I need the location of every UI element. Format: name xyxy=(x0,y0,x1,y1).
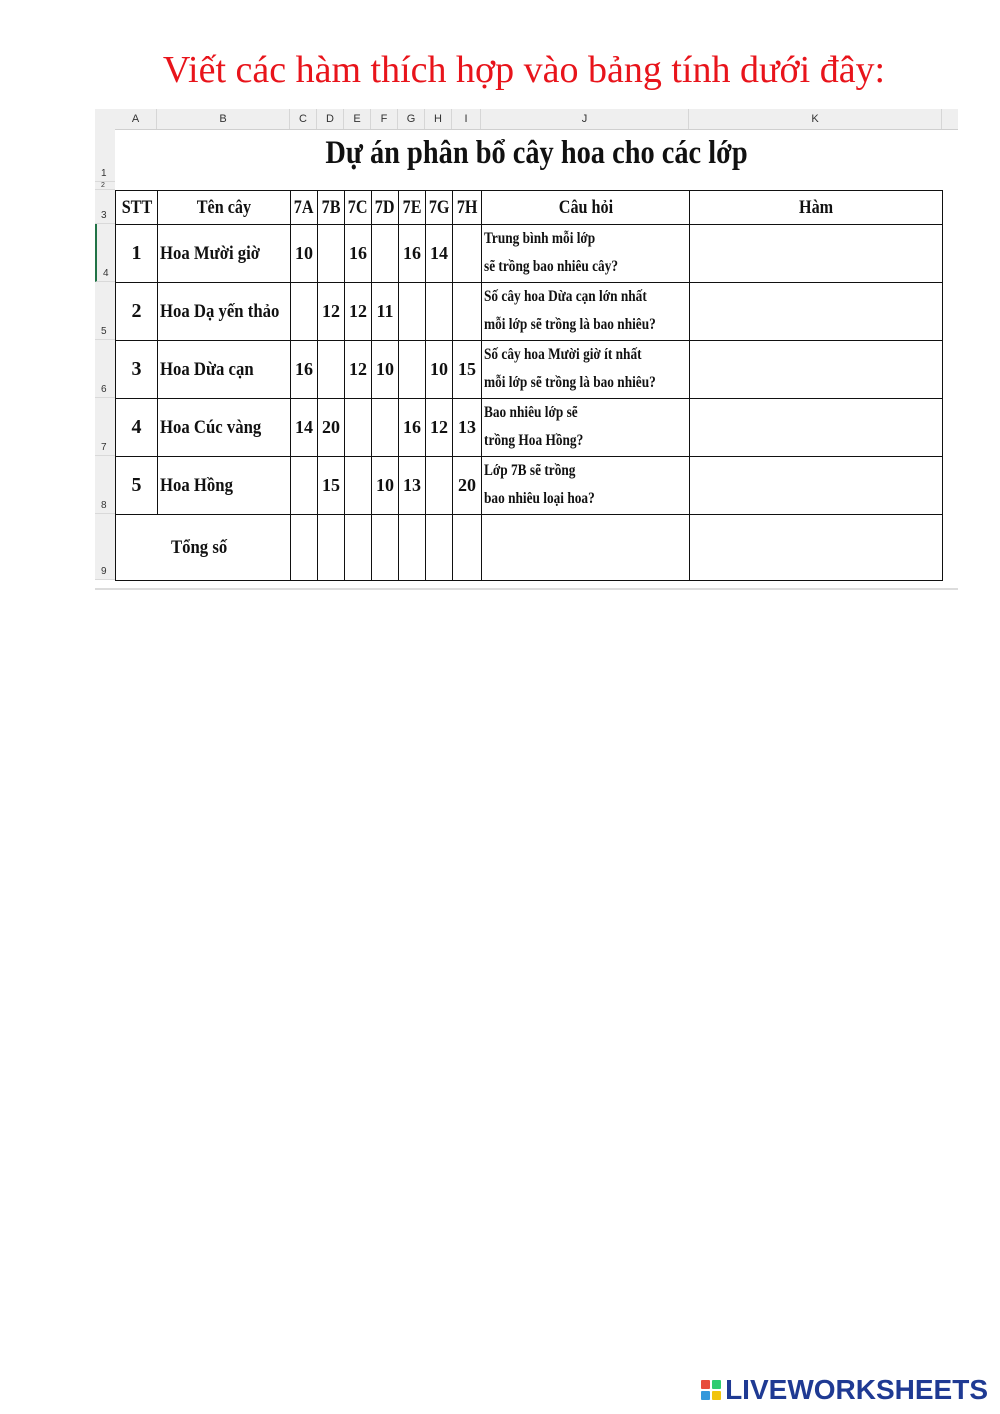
row-header-7[interactable]: 7 xyxy=(95,398,115,456)
column-header-c[interactable]: C xyxy=(290,109,317,129)
table-row xyxy=(116,399,943,457)
total-7a[interactable] xyxy=(291,515,318,581)
cell-stt[interactable]: 1 xyxy=(116,225,158,283)
header-7g[interactable]: 7G xyxy=(426,191,453,225)
cell-7d[interactable]: 10 xyxy=(372,457,399,515)
header-7d[interactable]: 7D xyxy=(372,191,399,225)
cell-7e[interactable] xyxy=(399,341,426,399)
cell-ham-answer[interactable] xyxy=(690,399,943,457)
cell-7b[interactable]: 12 xyxy=(318,283,345,341)
cell-7g[interactable] xyxy=(426,283,453,341)
cell-stt[interactable]: 3 xyxy=(116,341,158,399)
column-header-h[interactable]: H xyxy=(425,109,452,129)
cell-7g[interactable]: 10 xyxy=(426,341,453,399)
cell-name[interactable]: Hoa Mười giờ xyxy=(158,225,291,283)
cell-question[interactable]: Lớp 7B sẽ trồng bao nhiêu loại hoa? xyxy=(482,457,690,515)
cell-7a[interactable]: 10 xyxy=(291,225,318,283)
cell-7a[interactable] xyxy=(291,283,318,341)
cell-7b[interactable]: 20 xyxy=(318,399,345,457)
cell-7d[interactable]: 10 xyxy=(372,341,399,399)
data-table xyxy=(115,190,943,581)
table-row xyxy=(116,341,943,399)
table-row xyxy=(116,457,943,515)
header-7h[interactable]: 7H xyxy=(453,191,482,225)
liveworksheets-logo-icon xyxy=(701,1380,721,1400)
header-ham[interactable]: Hàm xyxy=(690,191,943,225)
column-header-f[interactable]: F xyxy=(371,109,398,129)
table-row xyxy=(116,225,943,283)
cell-7c[interactable]: 16 xyxy=(345,225,372,283)
liveworksheets-logo xyxy=(701,1374,988,1406)
cell-question[interactable]: Trung bình mỗi lớp sẽ trồng bao nhiêu cây? xyxy=(482,225,690,283)
header-7a[interactable]: 7A xyxy=(291,191,318,225)
cell-ham-answer[interactable] xyxy=(690,225,943,283)
cell-7g[interactable] xyxy=(426,457,453,515)
column-header-d[interactable]: D xyxy=(317,109,344,129)
cell-7g[interactable]: 14 xyxy=(426,225,453,283)
cell-ham-answer[interactable] xyxy=(690,283,943,341)
header-stt[interactable]: STT xyxy=(116,191,158,225)
header-row xyxy=(116,191,943,225)
cell-7g[interactable]: 12 xyxy=(426,399,453,457)
row-header-4[interactable]: 4 xyxy=(95,224,115,282)
logo-text: LIVEWORKSHEETS xyxy=(725,1374,988,1405)
cell-question[interactable]: Số cây hoa Dừa cạn lớn nhất mỗi lớp sẽ trồng là bao nhiêu? xyxy=(482,283,690,341)
cell-7b[interactable]: 15 xyxy=(318,457,345,515)
column-header-i[interactable]: I xyxy=(452,109,481,129)
column-header-strip xyxy=(95,109,958,130)
cell-ham-answer[interactable] xyxy=(690,341,943,399)
column-header-a[interactable]: A xyxy=(115,109,157,129)
worksheet-heading: Viết các hàm thích hợp vào bảng tính dưới đây: xyxy=(162,49,886,91)
total-7h[interactable] xyxy=(453,515,482,581)
cell-7d[interactable]: 11 xyxy=(372,283,399,341)
row-header-3[interactable]: 3 xyxy=(95,190,115,224)
row-header-8[interactable]: 8 xyxy=(95,456,115,514)
cell-7c[interactable]: 12 xyxy=(345,341,372,399)
row-header-2[interactable]: 2 xyxy=(95,182,115,190)
header-7c[interactable]: 7C xyxy=(345,191,372,225)
cell-7d[interactable] xyxy=(372,225,399,283)
total-row xyxy=(116,515,943,581)
cell-7d[interactable] xyxy=(372,399,399,457)
header-cau-hoi[interactable]: Câu hỏi xyxy=(482,191,690,225)
cell-7c[interactable] xyxy=(345,399,372,457)
cell-7b[interactable] xyxy=(318,225,345,283)
total-7g[interactable] xyxy=(426,515,453,581)
sheet-title[interactable]: Dự án phân bổ cây hoa cho các lớp xyxy=(325,135,748,171)
header-7b[interactable]: 7B xyxy=(318,191,345,225)
total-7b[interactable] xyxy=(318,515,345,581)
cell-7h[interactable]: 20 xyxy=(453,457,482,515)
cell-7c[interactable] xyxy=(345,457,372,515)
column-header-j[interactable]: J xyxy=(481,109,689,129)
cell-7h[interactable] xyxy=(453,283,482,341)
cell-7e[interactable]: 16 xyxy=(399,399,426,457)
total-label[interactable]: Tổng số xyxy=(116,515,291,581)
cell-question[interactable]: Bao nhiêu lớp sẽ trồng Hoa Hồng? xyxy=(482,399,690,457)
cell-name[interactable]: Hoa Dạ yến thảo xyxy=(158,283,291,341)
cell-name[interactable]: Hoa Cúc vàng xyxy=(158,399,291,457)
header-7e[interactable]: 7E xyxy=(399,191,426,225)
cell-7e[interactable]: 16 xyxy=(399,225,426,283)
spreadsheet-screenshot xyxy=(95,97,958,593)
cell-7a[interactable]: 14 xyxy=(291,399,318,457)
cell-name[interactable]: Hoa Dừa cạn xyxy=(158,341,291,399)
row-header-1[interactable]: 1 xyxy=(95,129,115,182)
total-ham[interactable] xyxy=(690,515,943,581)
cell-7a[interactable]: 16 xyxy=(291,341,318,399)
cell-7e[interactable]: 13 xyxy=(399,457,426,515)
cell-7c[interactable]: 12 xyxy=(345,283,372,341)
cell-stt[interactable]: 2 xyxy=(116,283,158,341)
cell-7h[interactable]: 15 xyxy=(453,341,482,399)
cell-7e[interactable] xyxy=(399,283,426,341)
cell-question[interactable]: Số cây hoa Mười giờ ít nhất mỗi lớp sẽ trồng là bao nhiêu? xyxy=(482,341,690,399)
cell-7b[interactable] xyxy=(318,341,345,399)
row-header-6[interactable]: 6 xyxy=(95,340,115,398)
sheet-bottom-edge xyxy=(95,588,958,590)
cell-name[interactable]: Hoa Hồng xyxy=(158,457,291,515)
cell-7a[interactable] xyxy=(291,457,318,515)
row-header-9[interactable]: 9 xyxy=(95,514,115,580)
total-7c[interactable] xyxy=(345,515,372,581)
cell-ham-answer[interactable] xyxy=(690,457,943,515)
cell-stt[interactable]: 5 xyxy=(116,457,158,515)
column-header-k[interactable]: K xyxy=(689,109,942,129)
cell-stt[interactable]: 4 xyxy=(116,399,158,457)
total-7d[interactable] xyxy=(372,515,399,581)
cell-7h[interactable]: 13 xyxy=(453,399,482,457)
total-7e[interactable] xyxy=(399,515,426,581)
column-header-g[interactable]: G xyxy=(398,109,425,129)
header-ten-cay[interactable]: Tên cây xyxy=(158,191,291,225)
column-header-e[interactable]: E xyxy=(344,109,371,129)
column-header-b[interactable]: B xyxy=(157,109,290,129)
total-question[interactable] xyxy=(482,515,690,581)
row-header-5[interactable]: 5 xyxy=(95,282,115,340)
cell-7h[interactable] xyxy=(453,225,482,283)
table-row xyxy=(116,283,943,341)
